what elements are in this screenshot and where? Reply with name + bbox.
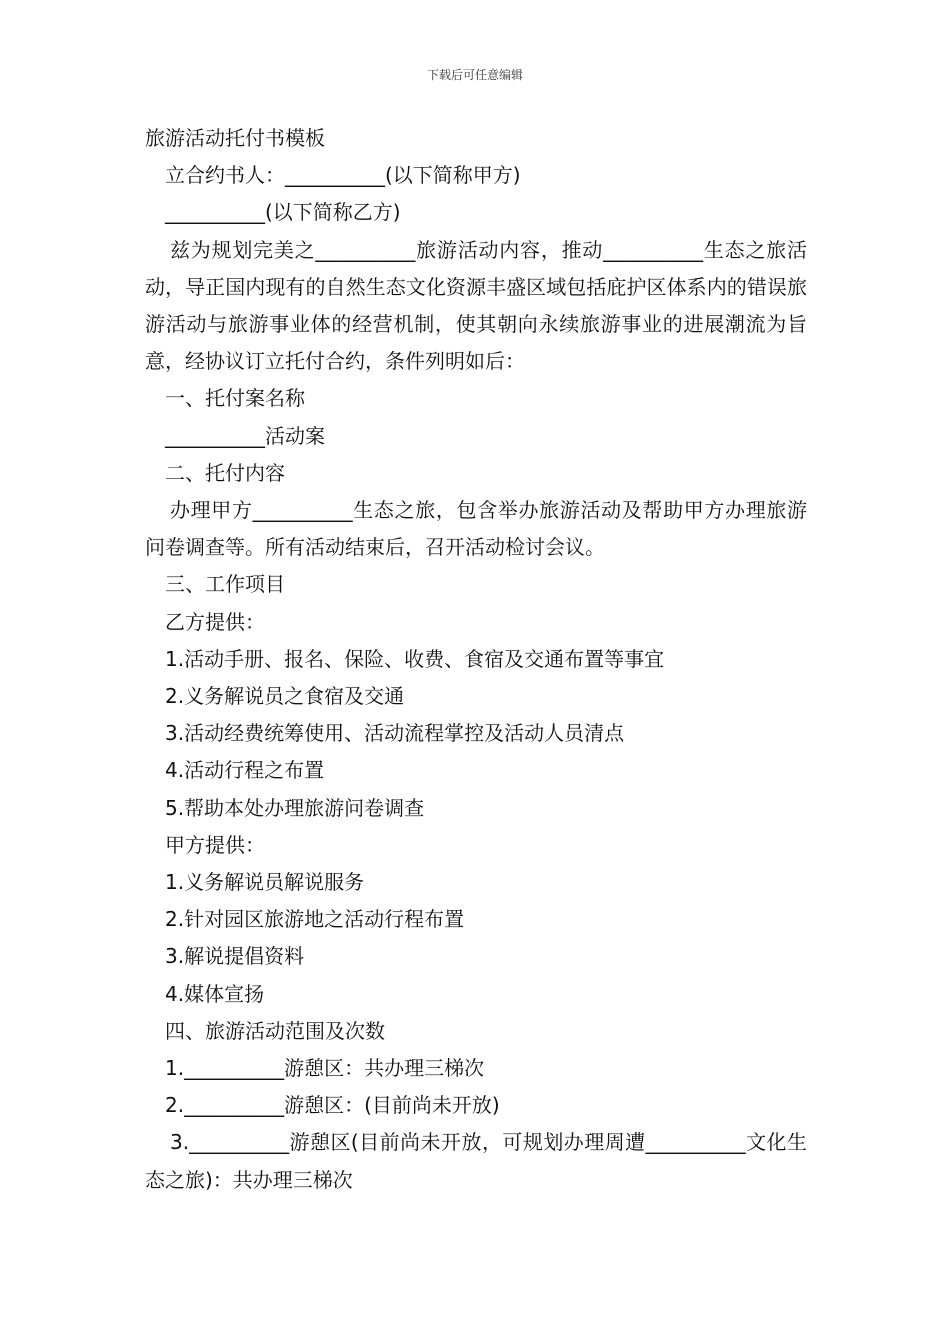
- section-2-heading: 二、托付内容: [165, 460, 285, 485]
- party-b-item: 2.义务解说员之食宿及交通: [165, 684, 405, 709]
- party-b-provides-label: 乙方提供：: [165, 609, 265, 634]
- party-b-item: 4.活动行程之布置: [165, 758, 325, 783]
- preamble-paragraph: 兹为规划完美之__________旅游活动内容，推动__________生态之旅活动，导正国内现有的自然生态文化资源丰盛区域包括庇护区体系内的错误旅游活动与旅游事业体的经营机制，使其朝向永续旅游事业的进展潮流为旨意，经协议订立托付合约，条件列明如后：: [145, 237, 807, 374]
- activity-scope-item: 3.__________游憩区(目前尚未开放，可规划办理周遭__________文化生态之旅)：共办理三梯次: [145, 1130, 807, 1192]
- section-1-heading: 一、托付案名称: [165, 386, 305, 411]
- party-b-item: 5.帮助本处办理旅游问卷调查: [165, 795, 425, 820]
- party-a-item: 3.解说提倡资料: [165, 944, 305, 969]
- party-a-item: 4.媒体宣扬: [165, 981, 265, 1006]
- party-a-item: 1.义务解说员解说服务: [165, 870, 365, 895]
- document-title: 旅游活动托付书模板: [145, 126, 325, 150]
- party-a-item: 2.针对园区旅游地之活动行程布置: [165, 907, 465, 932]
- activity-scope-item: 2.__________游憩区：(目前尚未开放): [165, 1093, 500, 1118]
- document-body: [145, 120, 807, 1199]
- party-a-line: 立合约书人：__________(以下简称甲方): [165, 163, 521, 188]
- party-b-item: 1.活动手册、报名、保险、收费、食宿及交通布置等事宜: [165, 646, 665, 671]
- party-b-item: 3.活动经费统筹使用、活动流程掌控及活动人员清点: [165, 721, 625, 746]
- party-a-provides-label: 甲方提供：: [165, 832, 265, 857]
- section-3-heading: 三、工作项目: [165, 572, 285, 597]
- activity-scope-item: 1.__________游憩区：共办理三梯次: [165, 1056, 485, 1081]
- section-4-heading: 四、旅游活动范围及次数: [165, 1018, 385, 1043]
- party-b-line: __________(以下简称乙方): [165, 200, 401, 225]
- section-2-content: 办理甲方__________生态之旅，包含举办旅游活动及帮助甲方办理旅游问卷调查等。所有活动结束后，召开活动检讨会议。: [145, 498, 807, 560]
- page-header: 下载后可任意编辑: [426, 68, 523, 82]
- section-1-content: __________活动案: [165, 423, 325, 448]
